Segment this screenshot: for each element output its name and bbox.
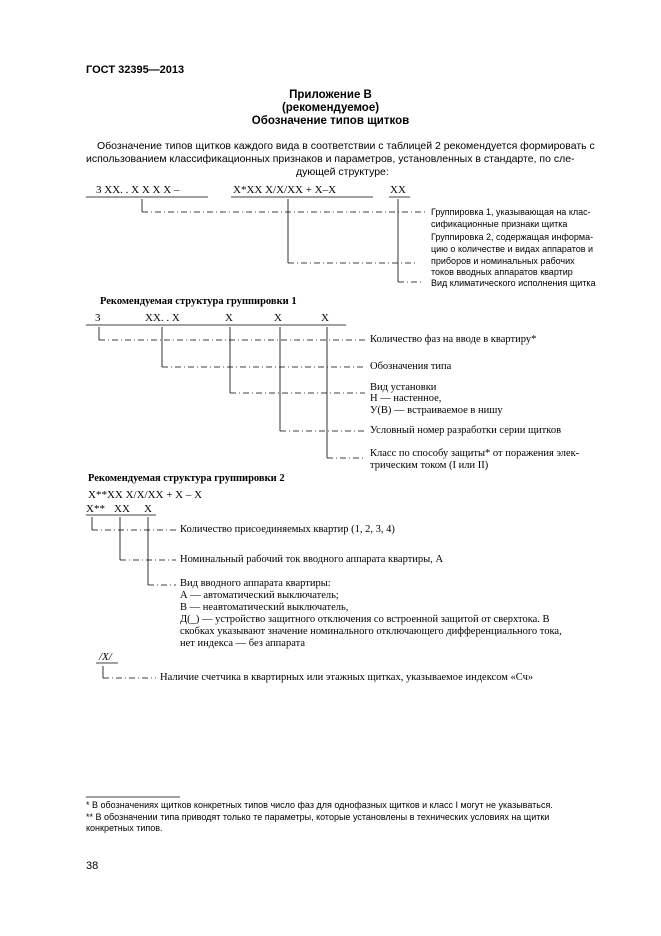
group1-code: 3 (95, 312, 101, 324)
group1-legend-line: Количество фаз на вводе в квартиру* (370, 334, 537, 345)
standard-header: ГОСТ 32395—2013 (86, 64, 185, 76)
group1-legend-line: Вид установки (370, 382, 437, 393)
footnote-1: * В обозначениях щитков конкретных типов число фаз для однофазных щитков и класс I могут не указываться. (86, 800, 553, 810)
group2-legend-line: нет индекса — без аппарата (180, 638, 305, 649)
scheme-code-climate: XX (390, 184, 406, 196)
group1-legend-line: Класс по способу защиты* от поражения элек- (370, 448, 580, 459)
group1-code: X (225, 312, 233, 324)
group2-title: Рекомендуемая структура группировки 2 (88, 473, 285, 484)
main-legend-line: цию о количестве и видах аппаратов и (431, 244, 594, 254)
group2-legend-line: Вид вводного аппарата квартиры: (180, 578, 331, 589)
intro-line-1: Обозначение типов щитков каждого вида в соответствии с таблицей 2 рекомендуется формировать с (97, 140, 595, 152)
group2-legend-line: Номинальный рабочий ток вводного аппарата квартиры, А (180, 554, 444, 565)
meter-legend: Наличие счетчика в квартирных или этажных щитках, указываемое индексом «Сч» (160, 672, 534, 683)
main-legend-line: Вид климатического исполнения щитка (431, 278, 596, 288)
group1-legend-line: Н — настенное, (370, 393, 442, 404)
group2-legend-line: В — неавтоматический выключатель, (180, 602, 349, 613)
group2-code: XX (114, 503, 130, 515)
main-legend-line: Группировка 1, указывающая на клас- (431, 207, 591, 217)
footnote-2: ** В обозначении типа приводят только те параметры, которые установлены в технических условиях на щитки (86, 812, 550, 822)
group1-legend-line: трическим током (I или II) (370, 460, 489, 471)
main-legend-line: токов вводных аппаратов квартир (431, 267, 573, 277)
group2-legend-line: Количество присоединяемых квартир (1, 2, 3, 4) (180, 524, 395, 535)
group2-formula: X**XX X/X/XX + X – X (88, 489, 203, 501)
group2-legend-line: скобках указывают значение номинального отключающего дифференциального тока, (180, 626, 562, 637)
page-number: 38 (86, 860, 99, 872)
scheme-code-group2: X*XX X/X/XX + X–X (233, 184, 337, 196)
group1-code: X (321, 312, 329, 324)
footnote-2-cont: конкретных типов. (86, 823, 163, 833)
group1-legend-line: Обозначения типа (370, 361, 452, 372)
group2-code: X** (86, 503, 105, 515)
scheme-code-group1: 3 XX. . X X X X – (96, 184, 180, 196)
group1-legend-line: Условный номер разработки серии щитков (370, 425, 562, 436)
group2-code: X (144, 503, 152, 515)
group1-code: X (274, 312, 282, 324)
group2-legend-line: Д(_) — устройство защитного отключения со встроенной защитой от сверхтока. В (180, 614, 550, 625)
group1-code: XX. . X (145, 312, 180, 324)
appendix-status: (рекомендуемое) (281, 102, 380, 114)
meter-code: /X/ (99, 651, 112, 663)
intro-line-2: использованием классификационных признаков и параметров, установленных в стандарте, по сле- (86, 153, 575, 165)
appendix-title: Приложение В (289, 89, 372, 101)
group1-title: Рекомендуемая структура группировки 1 (100, 296, 297, 307)
intro-line-3: дующей структуре: (296, 166, 389, 178)
group2-legend-line: А — автоматический выключатель; (180, 590, 339, 601)
main-legend-line: приборов и номинальных рабочих (431, 256, 575, 266)
group1-legend-line: У(В) — встраиваемое в нишу (370, 405, 503, 416)
appendix-subject: Обозначение типов щитков (251, 115, 410, 127)
main-legend-line: Группировка 2, содержащая информа- (431, 232, 594, 242)
main-legend-line: сификационные признаки щитка (431, 219, 568, 229)
